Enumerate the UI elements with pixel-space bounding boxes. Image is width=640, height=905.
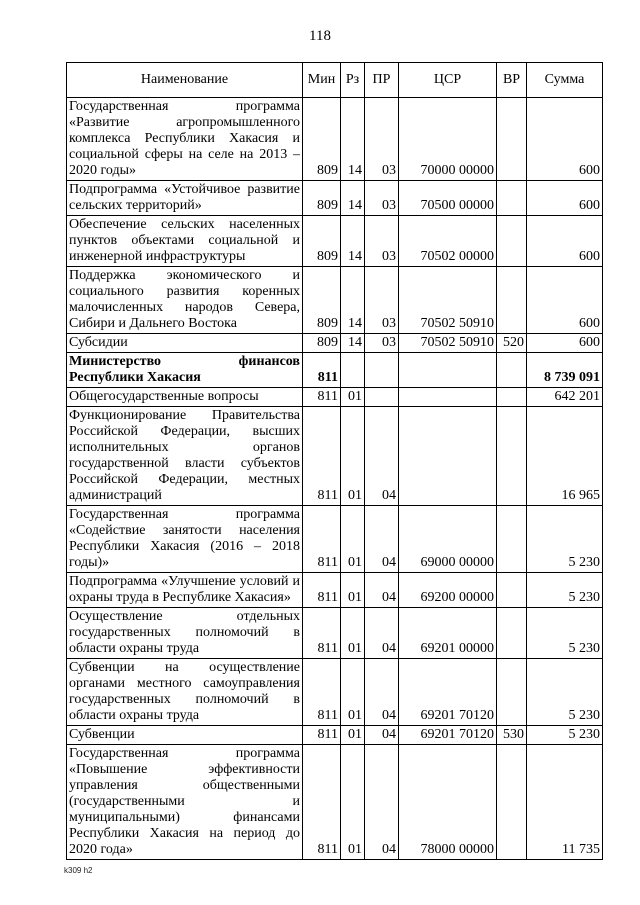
cell-vr [497,608,527,659]
cell-pr: 04 [365,608,399,659]
cell-rz: 01 [341,573,365,608]
cell-name: Общегосударственные вопросы [67,388,303,407]
cell-pr [365,388,399,407]
cell-min: 811 [303,659,341,726]
cell-sum: 5 230 [527,506,603,573]
cell-csr [399,407,497,506]
cell-csr [399,388,497,407]
budget-table [66,62,603,860]
cell-min: 811 [303,407,341,506]
column-header-sum: Сумма [527,63,603,98]
cell-vr [497,181,527,216]
cell-min: 809 [303,267,341,334]
cell-vr [497,267,527,334]
cell-min: 809 [303,216,341,267]
cell-sum: 600 [527,98,603,181]
footer-code: k309 h2 [64,866,93,875]
cell-csr: 70502 50910 [399,334,497,353]
cell-csr: 69200 00000 [399,573,497,608]
column-header-csr: ЦСР [399,63,497,98]
cell-rz: 14 [341,216,365,267]
cell-vr: 520 [497,334,527,353]
cell-csr [399,353,497,388]
cell-rz: 14 [341,267,365,334]
cell-sum: 16 965 [527,407,603,506]
table-row [67,216,603,267]
column-header-min: Мин [303,63,341,98]
cell-min: 811 [303,608,341,659]
column-header-rz: Рз [341,63,365,98]
cell-csr: 69201 70120 [399,659,497,726]
cell-csr: 78000 00000 [399,745,497,860]
cell-csr: 70000 00000 [399,98,497,181]
cell-min: 811 [303,388,341,407]
cell-rz: 01 [341,726,365,745]
cell-csr: 69000 00000 [399,506,497,573]
cell-min: 811 [303,353,341,388]
table-row [67,659,603,726]
cell-sum: 600 [527,267,603,334]
table-row [67,506,603,573]
cell-pr: 04 [365,726,399,745]
cell-rz [341,353,365,388]
table-row [67,407,603,506]
cell-pr: 03 [365,267,399,334]
cell-rz: 01 [341,608,365,659]
cell-name: Осуществление отдельных государственных полномочий в области охраны труда [67,608,303,659]
cell-pr: 03 [365,334,399,353]
cell-vr [497,98,527,181]
cell-sum: 600 [527,334,603,353]
cell-sum: 600 [527,181,603,216]
cell-vr [497,407,527,506]
cell-rz: 14 [341,181,365,216]
cell-rz: 01 [341,506,365,573]
cell-vr [497,506,527,573]
cell-csr: 70500 00000 [399,181,497,216]
cell-sum: 5 230 [527,608,603,659]
column-header-vr: ВР [497,63,527,98]
cell-name: Субвенции [67,726,303,745]
cell-name: Государственная программа «Повышение эффективности управления общественными (государственными и муниципальными) финансами Республики Хакасия на период до 2020 года» [67,745,303,860]
table-row [67,726,603,745]
table-row [67,267,603,334]
cell-sum: 11 735 [527,745,603,860]
cell-pr: 03 [365,98,399,181]
cell-rz: 14 [341,334,365,353]
table-body [67,98,603,860]
cell-vr [497,745,527,860]
cell-pr: 03 [365,181,399,216]
page-number: 118 [309,28,331,44]
cell-name: Поддержка экономического и социального развития коренных малочисленных народов Севера, Сибири и Дальнего Востока [67,267,303,334]
cell-pr [365,353,399,388]
cell-name: Подпрограмма «Улучшение условий и охраны труда в Республике Хакасия» [67,573,303,608]
cell-vr [497,573,527,608]
cell-pr: 04 [365,659,399,726]
table-row [67,353,603,388]
cell-vr [497,216,527,267]
cell-min: 811 [303,726,341,745]
cell-rz: 01 [341,388,365,407]
cell-rz: 14 [341,98,365,181]
column-header-pr: ПР [365,63,399,98]
cell-sum: 5 230 [527,573,603,608]
cell-min: 811 [303,573,341,608]
table-row [67,334,603,353]
cell-sum: 8 739 091 [527,353,603,388]
cell-csr: 70502 00000 [399,216,497,267]
cell-name: Подпрограмма «Устойчивое развитие сельских территорий» [67,181,303,216]
cell-name: Субвенции на осуществление органами местного самоуправления государственных полномочий в области охраны труда [67,659,303,726]
cell-sum: 600 [527,216,603,267]
cell-min: 809 [303,98,341,181]
cell-min: 809 [303,181,341,216]
table-header-row [67,63,603,98]
cell-pr: 04 [365,506,399,573]
cell-pr: 04 [365,407,399,506]
cell-vr: 530 [497,726,527,745]
cell-vr [497,659,527,726]
cell-name: Функционирование Правительства Российской Федерации, высших исполнительных органов государственной власти субъектов Российской Федерации, местных администраций [67,407,303,506]
cell-name: Обеспечение сельских населенных пунктов объектами социальной и инженерной инфраструктуры [67,216,303,267]
cell-rz: 01 [341,659,365,726]
cell-name: Государственная программа «Развитие агропромышленного комплекса Республики Хакасия и социальной сферы на селе на 2013 – 2020 годы» [67,98,303,181]
cell-csr: 69201 00000 [399,608,497,659]
table-row [67,388,603,407]
table-row [67,745,603,860]
cell-min: 811 [303,506,341,573]
table-row [67,98,603,181]
table-row [67,573,603,608]
cell-name: Субсидии [67,334,303,353]
cell-min: 809 [303,334,341,353]
cell-sum: 5 230 [527,659,603,726]
cell-rz: 01 [341,745,365,860]
column-header-name: Наименование [67,63,303,98]
cell-vr [497,353,527,388]
cell-name: Министерство финансов Республики Хакасия [67,353,303,388]
cell-vr [497,388,527,407]
cell-name: Государственная программа «Содействие занятости населения Республики Хакасия (2016 – 2018 годы)» [67,506,303,573]
table-row [67,608,603,659]
table-row [67,181,603,216]
cell-csr: 70502 50910 [399,267,497,334]
cell-pr: 04 [365,573,399,608]
cell-csr: 69201 70120 [399,726,497,745]
cell-rz: 01 [341,407,365,506]
cell-pr: 03 [365,216,399,267]
cell-sum: 642 201 [527,388,603,407]
cell-min: 811 [303,745,341,860]
cell-pr: 04 [365,745,399,860]
cell-sum: 5 230 [527,726,603,745]
